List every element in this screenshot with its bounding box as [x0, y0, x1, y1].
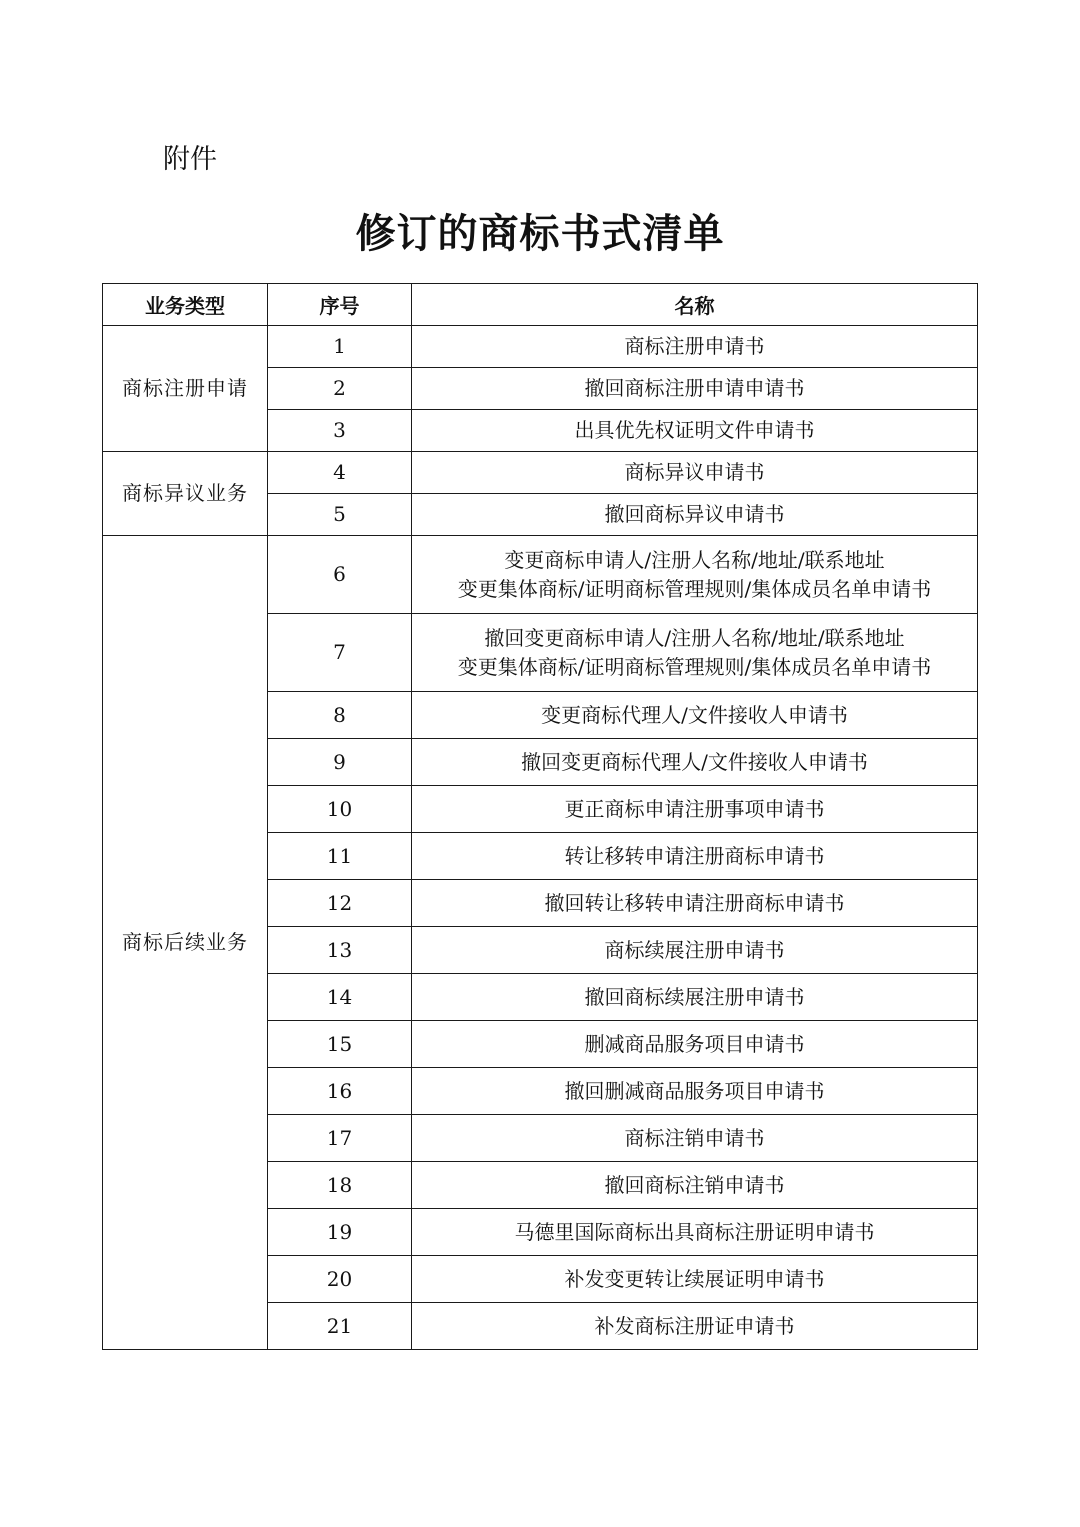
category-cell: 商标注册申请	[103, 326, 268, 452]
seq-cell: 15	[268, 1021, 412, 1068]
name-line: 变更商标申请人/注册人名称/地址/联系地址	[504, 547, 885, 572]
name-cell	[412, 1209, 978, 1256]
name-line: 转让移转申请注册商标申请书	[564, 843, 825, 868]
name-line: 商标注销申请书	[624, 1125, 765, 1150]
name-line: 商标注册申请书	[624, 334, 765, 358]
seq-cell: 9	[268, 739, 412, 786]
name-line: 撤回商标注册申请申请书	[584, 376, 805, 400]
seq-cell: 20	[268, 1256, 412, 1303]
name-line: 撤回转让移转申请注册商标申请书	[544, 890, 845, 915]
table-row	[103, 326, 978, 368]
header-seq: 序号	[268, 284, 412, 326]
seq-cell: 6	[268, 536, 412, 614]
name-line: 更正商标申请注册事项申请书	[564, 796, 825, 821]
name-line: 变更商标代理人/文件接收人申请书	[541, 702, 848, 727]
category-cell: 商标异议业务	[103, 452, 268, 536]
table-row	[103, 536, 978, 614]
seq-cell: 1	[268, 326, 412, 368]
name-cell	[412, 368, 978, 410]
name-line: 撤回商标续展注册申请书	[584, 984, 805, 1009]
seq-cell: 4	[268, 452, 412, 494]
document-title: 修订的商标书式清单	[355, 211, 725, 257]
seq-cell: 19	[268, 1209, 412, 1256]
name-cell	[412, 974, 978, 1021]
name-cell	[412, 1115, 978, 1162]
seq-cell: 8	[268, 692, 412, 739]
seq-cell: 13	[268, 927, 412, 974]
seq-cell: 18	[268, 1162, 412, 1209]
name-line: 补发变更转让续展证明申请书	[564, 1266, 825, 1291]
name-line: 撤回变更商标申请人/注册人名称/地址/联系地址	[484, 625, 905, 650]
seq-cell: 7	[268, 614, 412, 692]
name-cell	[412, 1068, 978, 1115]
name-line: 撤回商标注销申请书	[604, 1172, 785, 1197]
attachment-label: 附件	[163, 144, 217, 175]
name-cell	[412, 1303, 978, 1350]
table-row	[103, 452, 978, 494]
seq-cell: 12	[268, 880, 412, 927]
name-cell	[412, 786, 978, 833]
name-line: 撤回删减商品服务项目申请书	[564, 1078, 825, 1103]
name-line: 补发商标注册证申请书	[594, 1313, 795, 1338]
name-cell	[412, 1256, 978, 1303]
name-cell	[412, 692, 978, 739]
seq-cell: 14	[268, 974, 412, 1021]
name-cell	[412, 410, 978, 452]
name-line: 撤回商标异议申请书	[604, 502, 785, 526]
name-cell	[412, 452, 978, 494]
name-cell	[412, 326, 978, 368]
header-name: 名称	[412, 284, 978, 326]
name-line: 撤回变更商标代理人/文件接收人申请书	[521, 749, 868, 774]
seq-cell: 2	[268, 368, 412, 410]
name-line: 商标异议申请书	[624, 460, 765, 484]
name-cell	[412, 1162, 978, 1209]
seq-cell: 11	[268, 833, 412, 880]
name-line: 出具优先权证明文件申请书	[574, 418, 815, 442]
name-cell	[412, 494, 978, 536]
table-header-row	[103, 284, 978, 326]
seq-cell: 17	[268, 1115, 412, 1162]
name-cell	[412, 833, 978, 880]
name-cell	[412, 614, 978, 692]
name-line: 马德里国际商标出具商标注册证明申请书	[514, 1219, 875, 1244]
name-line: 删减商品服务项目申请书	[584, 1031, 805, 1056]
name-cell	[412, 536, 978, 614]
name-line: 商标续展注册申请书	[604, 937, 785, 962]
name-cell	[412, 880, 978, 927]
name-cell	[412, 739, 978, 786]
seq-cell: 10	[268, 786, 412, 833]
name-cell	[412, 1021, 978, 1068]
name-cell	[412, 927, 978, 974]
seq-cell: 3	[268, 410, 412, 452]
seq-cell: 5	[268, 494, 412, 536]
seq-cell: 16	[268, 1068, 412, 1115]
category-cell: 商标后续业务	[103, 536, 268, 1350]
seq-cell: 21	[268, 1303, 412, 1350]
header-category: 业务类型	[103, 284, 268, 326]
form-list-table	[102, 283, 978, 1350]
name-line: 变更集体商标/证明商标管理规则/集体成员名单申请书	[457, 654, 932, 679]
name-line: 变更集体商标/证明商标管理规则/集体成员名单申请书	[457, 576, 932, 601]
